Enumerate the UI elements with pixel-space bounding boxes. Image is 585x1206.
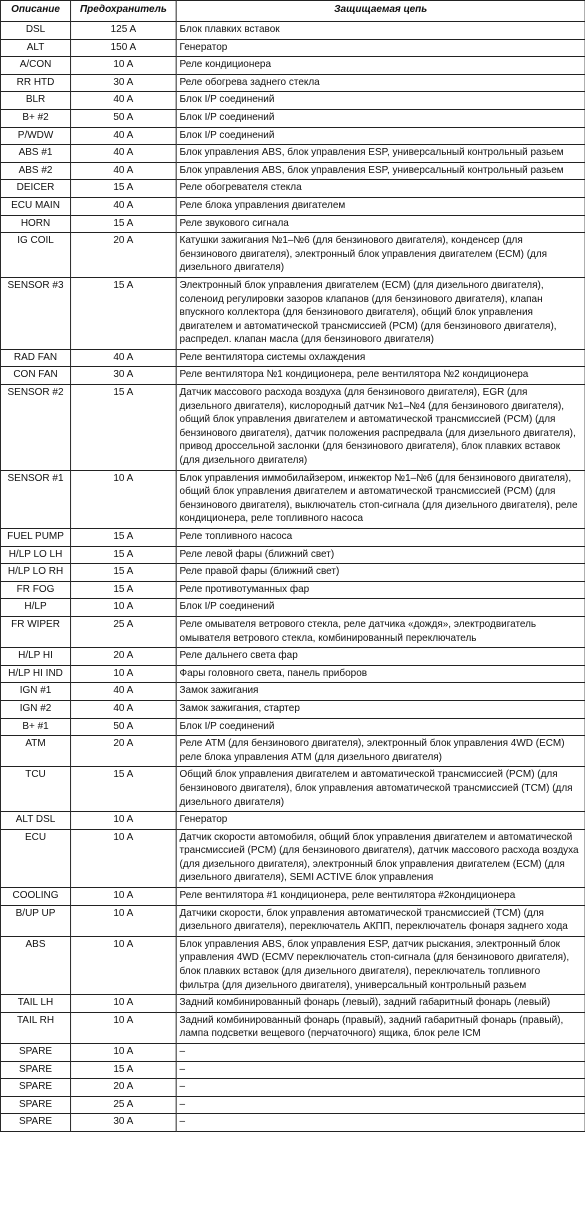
fuse-description-cell: SENSOR #1 xyxy=(0,470,70,528)
table-row xyxy=(0,736,585,767)
fuse-description-cell: COOLING xyxy=(0,888,70,906)
table-row xyxy=(0,1012,585,1043)
fuse-description-cell: IG COIL xyxy=(0,233,70,278)
protected-circuit-cell: Реле вентилятора #1 кондиционера, реле вентилятора #2кондиционера xyxy=(176,888,585,906)
protected-circuit-cell: Датчик скорости автомобиля, общий блок управления двигателем и автоматической трансмиссией (PCM) (для бензинового двигателя), датчик массового расхода воздуха (для дизельного двигателя), электронный блок управления двигателем (ECM) (для дизельного двигателя), SEMI ACTIVE блок управления xyxy=(176,829,585,887)
table-row xyxy=(0,215,585,233)
table-row xyxy=(0,995,585,1013)
fuse-rating-cell: 20 A xyxy=(71,648,177,666)
table-row xyxy=(0,1061,585,1079)
fuse-description-cell: HORN xyxy=(0,215,70,233)
fuse-description-cell: SPARE xyxy=(0,1096,70,1114)
table-row xyxy=(0,700,585,718)
table-row xyxy=(0,812,585,830)
fuse-description-cell: H/LP HI IND xyxy=(0,665,70,683)
fuse-description-cell: A/CON xyxy=(0,57,70,75)
fuse-description-cell: DSL xyxy=(0,22,70,40)
protected-circuit-cell: – xyxy=(176,1044,585,1062)
fuse-rating-cell: 30 A xyxy=(71,74,177,92)
table-row xyxy=(0,648,585,666)
protected-circuit-cell: Реле противотуманных фар xyxy=(176,581,585,599)
fuse-description-cell: P/WDW xyxy=(0,127,70,145)
fuse-rating-cell: 10 A xyxy=(71,1044,177,1062)
fuse-description-cell: ABS xyxy=(0,936,70,994)
table-row xyxy=(0,905,585,936)
fuse-rating-cell: 10 A xyxy=(71,888,177,906)
fuse-rating-cell: 30 A xyxy=(71,367,177,385)
table-body xyxy=(0,22,585,1132)
fuse-rating-cell: 10 A xyxy=(71,936,177,994)
fuse-description-cell: ATM xyxy=(0,736,70,767)
table-row xyxy=(0,92,585,110)
protected-circuit-cell: Реле топливного насоса xyxy=(176,529,585,547)
table-row xyxy=(0,349,585,367)
table-row xyxy=(0,829,585,887)
protected-circuit-cell: Реле звукового сигнала xyxy=(176,215,585,233)
protected-circuit-cell: Реле блока управления двигателем xyxy=(176,197,585,215)
fuse-rating-cell: 15 A xyxy=(71,564,177,582)
fuse-rating-cell: 15 A xyxy=(71,1061,177,1079)
protected-circuit-cell: Генератор xyxy=(176,812,585,830)
fuse-rating-cell: 150 A xyxy=(71,39,177,57)
table-row xyxy=(0,470,585,528)
fuse-rating-cell: 10 A xyxy=(71,470,177,528)
table-row xyxy=(0,1079,585,1097)
protected-circuit-cell: – xyxy=(176,1096,585,1114)
fuse-rating-cell: 40 A xyxy=(71,162,177,180)
fuse-rating-cell: 15 A xyxy=(71,529,177,547)
table-row xyxy=(0,718,585,736)
fuse-description-cell: H/LP LO RH xyxy=(0,564,70,582)
protected-circuit-cell: Задний комбинированный фонарь (левый), задний габаритный фонарь (левый) xyxy=(176,995,585,1013)
fuse-description-cell: FR FOG xyxy=(0,581,70,599)
fuse-description-cell: TAIL LH xyxy=(0,995,70,1013)
protected-circuit-cell: Реле правой фары (ближний свет) xyxy=(176,564,585,582)
protected-circuit-cell: Фары головного света, панель приборов xyxy=(176,665,585,683)
protected-circuit-cell: Задний комбинированный фонарь (правый), задний габаритный фонарь (правый), лампа подсветки вещевого (перчаточного) ящика, блок реле ICM xyxy=(176,1012,585,1043)
fuse-rating-cell: 15 A xyxy=(71,546,177,564)
fuse-description-cell: SPARE xyxy=(0,1079,70,1097)
table-row xyxy=(0,277,585,349)
table-row xyxy=(0,683,585,701)
fuse-description-cell: H/LP LO LH xyxy=(0,546,70,564)
fuse-rating-cell: 10 A xyxy=(71,905,177,936)
fuse-rating-cell: 40 A xyxy=(71,145,177,163)
protected-circuit-cell: – xyxy=(176,1061,585,1079)
table-row xyxy=(0,57,585,75)
fuse-description-cell: ALT DSL xyxy=(0,812,70,830)
table-row xyxy=(0,39,585,57)
fuse-rating-cell: 15 A xyxy=(71,277,177,349)
header-fuse: Предохранитель xyxy=(71,1,177,22)
fuse-rating-cell: 20 A xyxy=(71,1079,177,1097)
fuse-description-cell: SPARE xyxy=(0,1061,70,1079)
protected-circuit-cell: Блок I/P соединений xyxy=(176,718,585,736)
fuse-description-cell: B+ #1 xyxy=(0,718,70,736)
fuse-description-cell: FUEL PUMP xyxy=(0,529,70,547)
fuse-description-cell: ABS #1 xyxy=(0,145,70,163)
protected-circuit-cell: Реле вентилятора системы охлаждения xyxy=(176,349,585,367)
fuse-rating-cell: 15 A xyxy=(71,581,177,599)
protected-circuit-cell: Реле левой фары (ближний свет) xyxy=(176,546,585,564)
protected-circuit-cell: Блок плавких вставок xyxy=(176,22,585,40)
fuse-description-cell: IGN #1 xyxy=(0,683,70,701)
fuse-rating-cell: 10 A xyxy=(71,57,177,75)
fuse-description-cell: CON FAN xyxy=(0,367,70,385)
table-row xyxy=(0,599,585,617)
fuse-description-cell: TCU xyxy=(0,767,70,812)
protected-circuit-cell: Электронный блок управления двигателем (ECM) (для дизельного двигателя), соленоид регулировки зазоров клапанов (для бензинового двигателя), клапан впускного коллектора (для бензинового двигателя), общий блок управления двигателем и автоматической трансмиссией (PCM) (для бензинового двигателя), распредел. клапан масла (для бензинового двигателя) xyxy=(176,277,585,349)
fuse-description-cell: BLR xyxy=(0,92,70,110)
table-row xyxy=(0,936,585,994)
protected-circuit-cell: Общий блок управления двигателем и автоматической трансмиссией (PCM) (для бензинового двигателя), блок управления автоматической трансмиссией (TCM) (для дизельного двигателя) xyxy=(176,767,585,812)
fuse-rating-cell: 25 A xyxy=(71,1096,177,1114)
fuse-rating-cell: 15 A xyxy=(71,767,177,812)
table-row xyxy=(0,1044,585,1062)
table-header xyxy=(0,1,585,22)
table-row xyxy=(0,385,585,471)
fuse-description-cell: RR HTD xyxy=(0,74,70,92)
protected-circuit-cell: Реле вентилятора №1 кондиционера, реле вентилятора №2 кондиционера xyxy=(176,367,585,385)
fuse-rating-cell: 30 A xyxy=(71,1114,177,1132)
fuse-rating-cell: 10 A xyxy=(71,829,177,887)
table-row xyxy=(0,22,585,40)
fuse-rating-cell: 20 A xyxy=(71,736,177,767)
fuse-rating-cell: 10 A xyxy=(71,599,177,617)
table-row xyxy=(0,367,585,385)
fuse-rating-cell: 40 A xyxy=(71,349,177,367)
fuse-description-cell: H/LP HI xyxy=(0,648,70,666)
header-description: Описание xyxy=(0,1,70,22)
table-row xyxy=(0,564,585,582)
table-row xyxy=(0,888,585,906)
table-row xyxy=(0,180,585,198)
table-row xyxy=(0,109,585,127)
protected-circuit-cell: Блок I/P соединений xyxy=(176,92,585,110)
fuse-rating-cell: 10 A xyxy=(71,1012,177,1043)
table-row xyxy=(0,616,585,647)
fuse-description-cell: IGN #2 xyxy=(0,700,70,718)
fuse-description-cell: ECU MAIN xyxy=(0,197,70,215)
protected-circuit-cell: Датчик массового расхода воздуха (для бензинового двигателя), EGR (для дизельного двигателя), кислородный датчик №1–№4 (для бензинового двигателя), общий блок управления двигателем и автоматической трансмиссией (PCM) (для бензинового двигателя), датчик положения распредвала (для дизельного двигателя), привод дроссельной заслонки (для бензинового двигателя), блок плавких вставок (для дизельного двигателя) xyxy=(176,385,585,471)
table-row xyxy=(0,162,585,180)
table-row xyxy=(0,665,585,683)
protected-circuit-cell: Замок зажигания, стартер xyxy=(176,700,585,718)
fuse-rating-cell: 50 A xyxy=(71,109,177,127)
protected-circuit-cell: Блок I/P соединений xyxy=(176,127,585,145)
protected-circuit-cell: – xyxy=(176,1079,585,1097)
fuse-rating-cell: 10 A xyxy=(71,995,177,1013)
fuse-description-cell: SPARE xyxy=(0,1114,70,1132)
table-row xyxy=(0,581,585,599)
fuse-rating-cell: 20 A xyxy=(71,233,177,278)
protected-circuit-cell: Блок I/P соединений xyxy=(176,599,585,617)
table-row xyxy=(0,1096,585,1114)
fuse-description-cell: SPARE xyxy=(0,1044,70,1062)
protected-circuit-cell: Блок управления ABS, блок управления ESP, датчик рыскания, электронный блок управления 4WD (ECMV переключатель стоп-сигнала (для бензинового двигателя), блок плавких вставок (для дизельного двигателя), переключатель топливного фильтра (для дизельного двигателя), универсальный контрольный разьем xyxy=(176,936,585,994)
fuse-description-cell: FR WIPER xyxy=(0,616,70,647)
protected-circuit-cell: Блок I/P соединений xyxy=(176,109,585,127)
protected-circuit-cell: Блок управления ABS, блок управления ESP, универсальный контрольный разьем xyxy=(176,162,585,180)
protected-circuit-cell: Датчики скорости, блок управления автоматической трансмиссией (TCM) (для дизельного двигателя), переключатель АКПП, переключатель фонаря заднего хода xyxy=(176,905,585,936)
fuse-description-cell: ALT xyxy=(0,39,70,57)
fuse-rating-cell: 40 A xyxy=(71,127,177,145)
table-row xyxy=(0,197,585,215)
table-row xyxy=(0,1114,585,1132)
fuse-rating-cell: 40 A xyxy=(71,683,177,701)
fuse-rating-cell: 15 A xyxy=(71,180,177,198)
fuse-description-cell: B+ #2 xyxy=(0,109,70,127)
fuse-rating-cell: 15 A xyxy=(71,215,177,233)
protected-circuit-cell: – xyxy=(176,1114,585,1132)
fuse-rating-cell: 10 A xyxy=(71,665,177,683)
protected-circuit-cell: Реле ATM (для бензинового двигателя), электронный блок управления 4WD (ECM) реле блока управления ATM (для дизельного двигателя) xyxy=(176,736,585,767)
header-row xyxy=(0,1,585,22)
protected-circuit-cell: Катушки зажигания №1–№6 (для бензинового двигателя), конденсер (для бензинового двигателя), электронный блок управления двигателем (ECM) (для дизельного двигателя) xyxy=(176,233,585,278)
protected-circuit-cell: Реле дальнего света фар xyxy=(176,648,585,666)
fuse-rating-cell: 15 A xyxy=(71,385,177,471)
protected-circuit-cell: Реле омывателя ветрового стекла, реле датчика «дождя», электродвигатель омывателя ветрового стекла, комбинированный переключатель xyxy=(176,616,585,647)
header-protected-circuit: Защищаемая цепь xyxy=(176,1,585,22)
fuse-description-cell: TAIL RH xyxy=(0,1012,70,1043)
fuse-description-cell: B/UP UP xyxy=(0,905,70,936)
table-row xyxy=(0,74,585,92)
table-row xyxy=(0,145,585,163)
protected-circuit-cell: Замок зажигания xyxy=(176,683,585,701)
fuse-description-cell: ECU xyxy=(0,829,70,887)
fuse-description-cell: RAD FAN xyxy=(0,349,70,367)
protected-circuit-cell: Реле обогревателя стекла xyxy=(176,180,585,198)
fuse-description-cell: H/LP xyxy=(0,599,70,617)
table-row xyxy=(0,529,585,547)
table-row xyxy=(0,233,585,278)
fuse-rating-cell: 25 A xyxy=(71,616,177,647)
protected-circuit-cell: Реле кондиционера xyxy=(176,57,585,75)
table-row xyxy=(0,546,585,564)
fuse-description-cell: DEICER xyxy=(0,180,70,198)
fuse-rating-cell: 40 A xyxy=(71,92,177,110)
protected-circuit-cell: Блок управления иммобилайзером, инжектор №1–№6 (для бензинового двигателя), общий блок управления двигателем и автоматической трансмиссией (PCM) (для бензинового двигателя), выключатель стоп-сигнала (для дизельного двигателя), реле кондиционера, реле топливного насоса xyxy=(176,470,585,528)
protected-circuit-cell: Реле обогрева заднего стекла xyxy=(176,74,585,92)
fuse-description-cell: SENSOR #3 xyxy=(0,277,70,349)
fuse-description-cell: ABS #2 xyxy=(0,162,70,180)
fuse-rating-cell: 40 A xyxy=(71,197,177,215)
fuse-rating-cell: 50 A xyxy=(71,718,177,736)
fuse-rating-cell: 40 A xyxy=(71,700,177,718)
protected-circuit-cell: Блок управления ABS, блок управления ESP, универсальный контрольный разьем xyxy=(176,145,585,163)
fuse-rating-cell: 10 A xyxy=(71,812,177,830)
fuse-description-cell: SENSOR #2 xyxy=(0,385,70,471)
table-row xyxy=(0,767,585,812)
protected-circuit-cell: Генератор xyxy=(176,39,585,57)
fuse-rating-cell: 125 A xyxy=(71,22,177,40)
table-row xyxy=(0,127,585,145)
